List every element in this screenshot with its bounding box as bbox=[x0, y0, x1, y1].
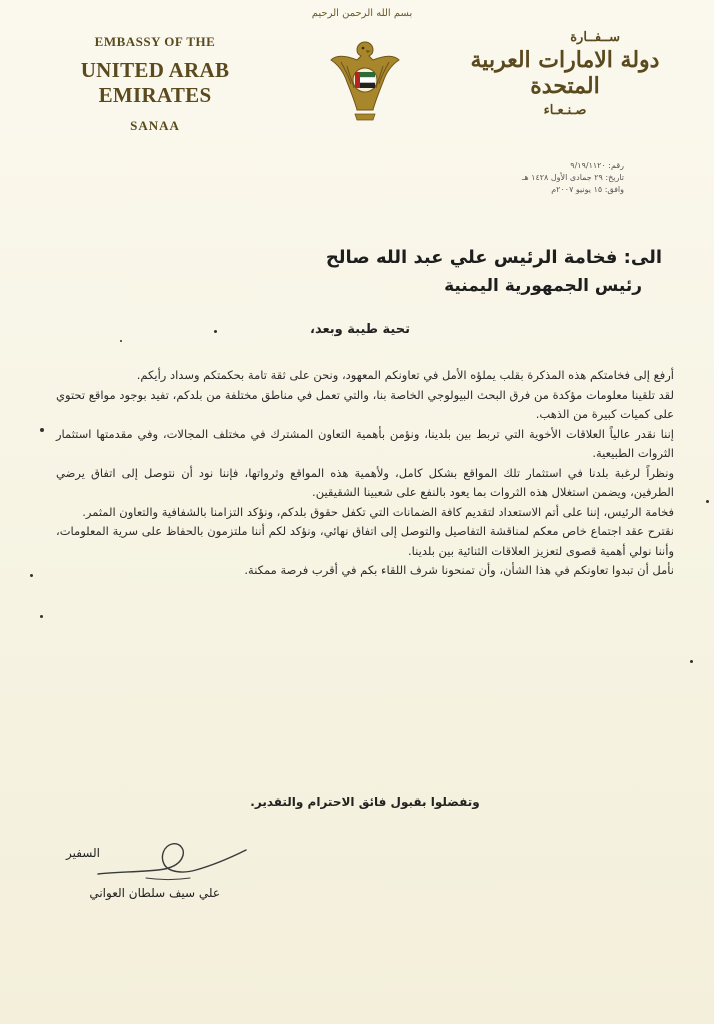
body-paragraph: نقترح عقد اجتماع خاص معكم لمناقشة التفاصيل والتوصل إلى اتفاق نهائي، ونؤكد لكم أننا ملتزمون بالحفاظ على سرية المعلومات، وأننا نولي أهمية قصوى لتعزيز العلاقات الثنائية بين بلدينا. bbox=[56, 524, 674, 558]
paper-speck bbox=[690, 660, 693, 663]
english-letterhead-line2: UNITED ARAB EMIRATES bbox=[80, 58, 230, 107]
english-letterhead bbox=[30, 34, 280, 134]
arabic-letterhead bbox=[440, 30, 690, 118]
addressee-block bbox=[102, 244, 662, 300]
paper-speck bbox=[120, 340, 122, 342]
addressee-line1: الى: فخامة الرئيس علي عبد الله صالح bbox=[325, 247, 662, 268]
arabic-letterhead-line3: صـنـعـاء bbox=[543, 103, 587, 118]
basmala: بسم الله الرحمن الرحيم bbox=[311, 8, 413, 19]
arabic-letterhead-line1: ســفــارة bbox=[570, 30, 620, 45]
uae-falcon-emblem-icon bbox=[327, 36, 403, 122]
arabic-letterhead-line2: دولة الامارات العربية المتحدة bbox=[470, 47, 660, 99]
reference-hijri-date: تاريخ: ٢٩ جمادى الأول ١٤٢٨ هـ bbox=[522, 173, 624, 182]
reference-gregorian-date: وافق: ١٥ يونيو ٢٠٠٧م bbox=[551, 185, 624, 194]
signatory-name: علي سيف سلطان العواني bbox=[89, 886, 220, 900]
greeting: تحية طيبة وبعد، bbox=[310, 322, 410, 337]
paper-speck bbox=[40, 615, 43, 618]
closing-line: وتفضلوا بقبول فائق الاحترام والتقدير. bbox=[250, 795, 480, 809]
body-paragraph: نأمل أن تبدوا تعاونكم في هذا الشأن، وأن تمنحونا شرف اللقاء بكم في أقرب فرصة ممكنة. bbox=[244, 563, 674, 577]
reference-block bbox=[424, 160, 624, 196]
paper-speck bbox=[706, 500, 709, 503]
handwritten-signature-icon bbox=[86, 832, 256, 892]
english-letterhead-line1: EMBASSY OF THE bbox=[94, 34, 216, 49]
letter-body bbox=[56, 366, 674, 581]
body-paragraph: فخامة الرئيس، إننا على أتم الاستعداد لتقديم كافة الضمانات التي تكفل حقوق بلدكم، ونؤكد التزامنا بالشفافية والتعاون المثمر. bbox=[82, 504, 674, 519]
body-paragraph: إننا نقدر عالياً العلاقات الأخوية التي تربط بين بلدينا، ونؤمن بأهمية التعاون المشترك في مختلف المجالات، وفي مقدمتها استثمار الثروات الطبيعية. bbox=[56, 426, 674, 460]
body-paragraph: أرفع إلى فخامتكم هذه المذكرة بقلب يملؤه الأمل في تعاونكم المعهود، ونحن على ثقة تامة بحكمتكم وسداد رأيكم. bbox=[136, 368, 674, 382]
signatory-title: السفير bbox=[65, 846, 100, 860]
body-paragraph: لقد تلقينا معلومات مؤكدة من فرق البحث البيولوجي الخاصة بنا، والتي تعمل في مناطق مختلفة من بلدكم، تفيد بوجود مواقع تحتوي على كميات كبيرة من الذهب. bbox=[56, 387, 674, 421]
english-letterhead-line3: SANAA bbox=[130, 118, 180, 133]
reference-number: رقم: ٩/١٩/١١٢٠ bbox=[570, 161, 624, 170]
paper-speck bbox=[30, 574, 33, 577]
paper-speck bbox=[214, 330, 217, 333]
addressee-line2: رئيس الجمهورية اليمنية bbox=[444, 276, 642, 296]
paper-speck bbox=[40, 428, 44, 432]
body-paragraph: ونظراً لرغبة بلدنا في استثمار تلك المواقع بشكل كامل، ولأهمية هذه المواقع وثرواتها، فإننا نود أن نتوصل إلى اتفاق يرضي الطرفين، ويضمن استغلال هذه الثروات بما يعود بالنفع على شعبينا الشقيقين. bbox=[56, 465, 674, 499]
